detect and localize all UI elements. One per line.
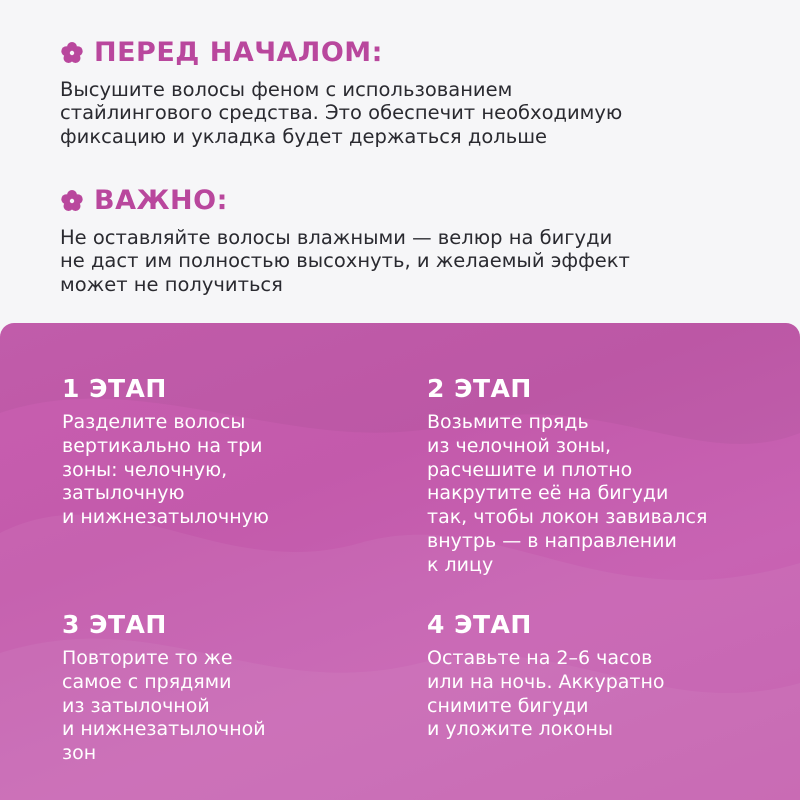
step-3: [62, 611, 266, 766]
before-start-text: Высушите волосы феном с использованием стайлингового средства. Это обеспечит необходимую фиксацию и укладка будет держаться дольше: [60, 77, 623, 148]
flower-icon: [60, 189, 84, 213]
step-2-text: Возьмите прядь из челочной зоны, расчешите и плотно накрутите её на бигуди так, чтобы локон завивался внутрь — в направлении к лицу: [427, 411, 708, 576]
step-1-text: Разделите волосы вертикально на три зоны: челочную, затылочную и нижнезатылочную: [62, 411, 269, 529]
step-4: [427, 611, 665, 742]
step-2: [427, 375, 707, 578]
important-section: [60, 186, 760, 296]
step-3-title: 3 ЭТАП: [62, 610, 167, 639]
before-start-heading: [60, 38, 760, 68]
steps-panel: [0, 323, 800, 800]
important-heading: [60, 186, 760, 216]
step-2-title: 2 ЭТАП: [427, 374, 532, 403]
flower-icon: [60, 41, 84, 65]
important-title: ВАЖНО:: [94, 185, 228, 216]
step-3-text: Повторите то же самое с прядями из затылочной и нижнезатылочной зон: [62, 647, 266, 765]
step-4-text: Оставьте на 2–6 часов или на ночь. Аккуратно снимите бигуди и уложите локоны: [427, 647, 665, 741]
before-start-title: ПЕРЕД НАЧАЛОМ:: [94, 37, 383, 68]
step-4-title: 4 ЭТАП: [427, 610, 532, 639]
before-start-section: [60, 38, 760, 148]
step-1-title: 1 ЭТАП: [62, 374, 167, 403]
step-1: [62, 375, 269, 530]
important-text: Не оставляйте волосы влажными — велюр на бигуди не даст им полностью высохнуть, и желаемый эффект может не получиться: [60, 225, 630, 296]
